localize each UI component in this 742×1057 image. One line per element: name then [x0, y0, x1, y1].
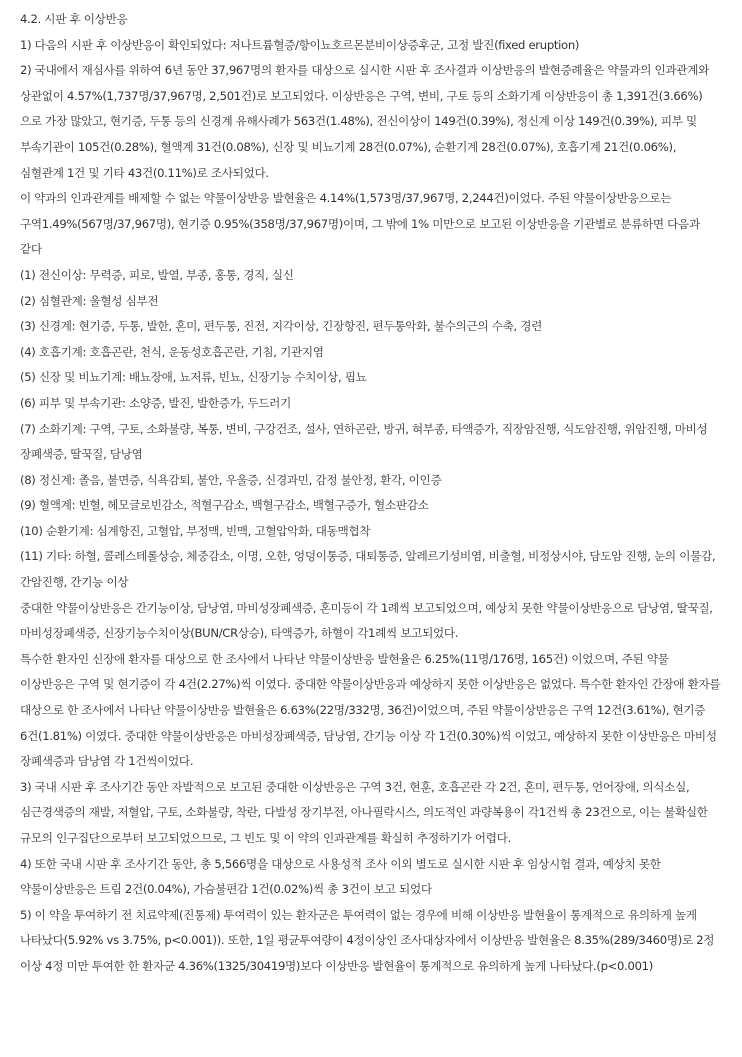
section-title: 4.2. 시판 후 이상반응: [20, 12, 128, 26]
paragraph-1-confirmed-reactions: 1) 다음의 시판 후 이상반응이 확인되었다: 저나트륨혈증/항이뇨호르몬분비이상증후군, 고정 발진(fixed eruption): [20, 37, 580, 52]
list-item-circulatory: (10) 순환기계: 심계항진, 고혈압, 부정맥, 빈맥, 고혈압악화, 대동맥협착: [20, 523, 371, 538]
paragraph-3-spontaneous-reports: 3) 국내 시판 후 조사기간 동안 자발적으로 보고된 중대한 이상반응은 구역 3건, 현훈, 호흡곤란 각 2건, 혼미, 편두통, 언어장애, 의식소실, 심근경색증의 재발, 저혈압, 구토, 소화불량, 착란, 다발성 장기부전, 아나필락시스, 의도적인 과량복용이 각1건씩 총 23건으로, 이는 불확실한 규모의 인구집단으로부터 보고되었으므로, 그 빈도 및 이 약의 인과관계를 확실히 추정하기가 어렵다.: [20, 779, 708, 845]
list-item-skin: (6) 피부 및 부속기관: 소양증, 발진, 발한증가, 두드러기: [20, 395, 291, 410]
list-item-cardiovascular: (2) 심혈관계: 울혈성 심부전: [20, 293, 159, 308]
list-item-renal-urinary: (5) 신장 및 비뇨기계: 배뇨장애, 뇨저류, 빈뇨, 신장기능 수치이상, 핍뇨: [20, 370, 367, 385]
paragraph-serious-reactions: 중대한 약물이상반응은 간기능이상, 담낭염, 마비성장폐색증, 혼미등이 각 1례씩 보고되었으며, 예상치 못한 약물이상반응으로 담낭염, 딸꾹질, 마비성장폐색증, 신장기능수치이상(BUN/CR상승), 타액증가, 하혈이 각1례씩 보고되었다.: [20, 600, 713, 641]
paragraph-special-patients: 특수한 환자인 신장애 환자를 대상으로 한 조사에서 나타난 약물이상반응 발현율은 6.25%(11명/176명, 165건) 이었으며, 주된 약물 이상반응은 구역 및 현기증이 각 4건(2.27%)씩 이였다. 중대한 약물이상반응과 예상하지 못한 이상반응은 없었다. 특수한 환자인 간장애 환자를 대상으로 한 조사에서 나타난 약물이상반응 발현율은 6.63%(22명/332명, 36건)이었으며, 주된 약물이상반응은 구역 12건(3.61%), 현기증 6건(1.81%) 이였다. 중대한 약물이상반응은 마비성장폐색증, 담낭염, 간기능 이상 각 1건(0.30%)씩 이었고, 예상하지 못한 이상반응은 마비성 장폐색증과 담낭염 각 1건씩이었다.: [20, 651, 721, 769]
list-item-blood: (9) 혈액계: 빈혈, 헤모글로빈감소, 적혈구감소, 백혈구감소, 백혈구증가, 혈소판감소: [20, 498, 429, 513]
list-item-nervous: (3) 신경계: 현기증, 두통, 발한, 혼미, 편두통, 진전, 지각이상, 긴장항진, 편두통악화, 불수의근의 수축, 경련: [20, 319, 543, 334]
paragraph-4-clinical-trial: 4) 또한 국내 시판 후 조사기간 동안, 총 5,566명을 대상으로 사용성적 조사 이외 별도로 실시한 시판 후 임상시험 결과, 예상치 못한 약물이상반응은 트림 2건(0.04%), 가슴불편감 1건(0.02%)씩 총 3건이 보고 되었다: [20, 856, 661, 897]
paragraph-5-prior-medication: 5) 이 약을 투여하기 전 치료약제(진통제) 투여력이 있는 환자군은 투여력이 없는 경우에 비해 이상반응 발현율이 통계적으로 유의하게 높게 나타났다(5.92% vs 3.75%, p<0.001)). 또한, 1일 평균투여량이 4정이상인 조사대상자에서 이상반응 발현율은 8.35%(289/3460명)로 2정 이상 4정 미만 투여한 한 환자군 4.36%(1325/30419명)보다 이상반응 발현율이 통계적으로 유의하게 높게 나타났다.(p<0.001): [20, 907, 715, 973]
list-item-general: (1) 전신이상: 무력증, 피로, 발열, 부종, 홍통, 경직, 실신: [20, 267, 294, 282]
paragraph-2-postmarketing-survey: 2) 국내에서 재심사를 위하여 6년 동안 37,967명의 환자를 대상으로 실시한 시판 후 조사결과 이상반응의 발현증례율은 약물과의 인과관계와 상관없이 4.57%(1,737명/37,967명, 2,501건)로 보고되었다. 이상반응은 구역, 변비, 구토 등의 소화기계 이상반응이 총 1,391건(3.66%)으로 가장 많았고, 현기증, 두통 등의 신경계 유해사례가 563건(1.48%), 전신이상이 149건(0.39%), 정신계 이상 149건(0.39%), 피부 및 부속기관이 105건(0.28%), 혈액계 31건(0.08%), 신장 및 비뇨기계 28건(0.07%), 순환기계 28건(0.07%), 호흡기계 21건(0.06%), 심혈관계 1건 및 기타 43건(0.11%)로 조사되었다.: [20, 63, 709, 180]
list-item-digestive: (7) 소화기계: 구역, 구토, 소화불량, 복통, 변비, 구강건조, 설사, 연하곤란, 방귀, 혀부종, 타액증가, 직장암진행, 식도암진행, 위암진행, 마비성 장폐색증, 딸꾹질, 담낭염: [20, 421, 708, 462]
paragraph-causal-reactions: 이 약과의 인과관계를 배제할 수 없는 약물이상반응 발현율은 4.14%(1,573명/37,967명, 2,244건)이었다. 주된 약물이상반응으로는 구역1.49%(567명/37,967명), 현기증 0.95%(358명/37,967명)이며, 그 밖에 1% 미만으로 보고된 이상반응을 기관별로 분류하면 다음과 같다: [20, 191, 700, 257]
list-item-psychiatric: (8) 정신계: 졸음, 불면증, 식욕감퇴, 불안, 우울증, 신경과민, 감정 불안정, 환각, 이인증: [20, 472, 442, 487]
list-item-other: (11) 기타: 하혈, 콜레스테롤상승, 체중감소, 이명, 오한, 엉덩이통증, 대퇴통증, 알레르기성비염, 비출혈, 비정상시야, 담도암 진행, 눈의 이물감, 간암진행, 간기능 이상: [20, 549, 716, 590]
list-item-respiratory: (4) 호흡기계: 호흡곤란, 천식, 운동성호흡곤란, 기침, 기관지염: [20, 344, 324, 359]
